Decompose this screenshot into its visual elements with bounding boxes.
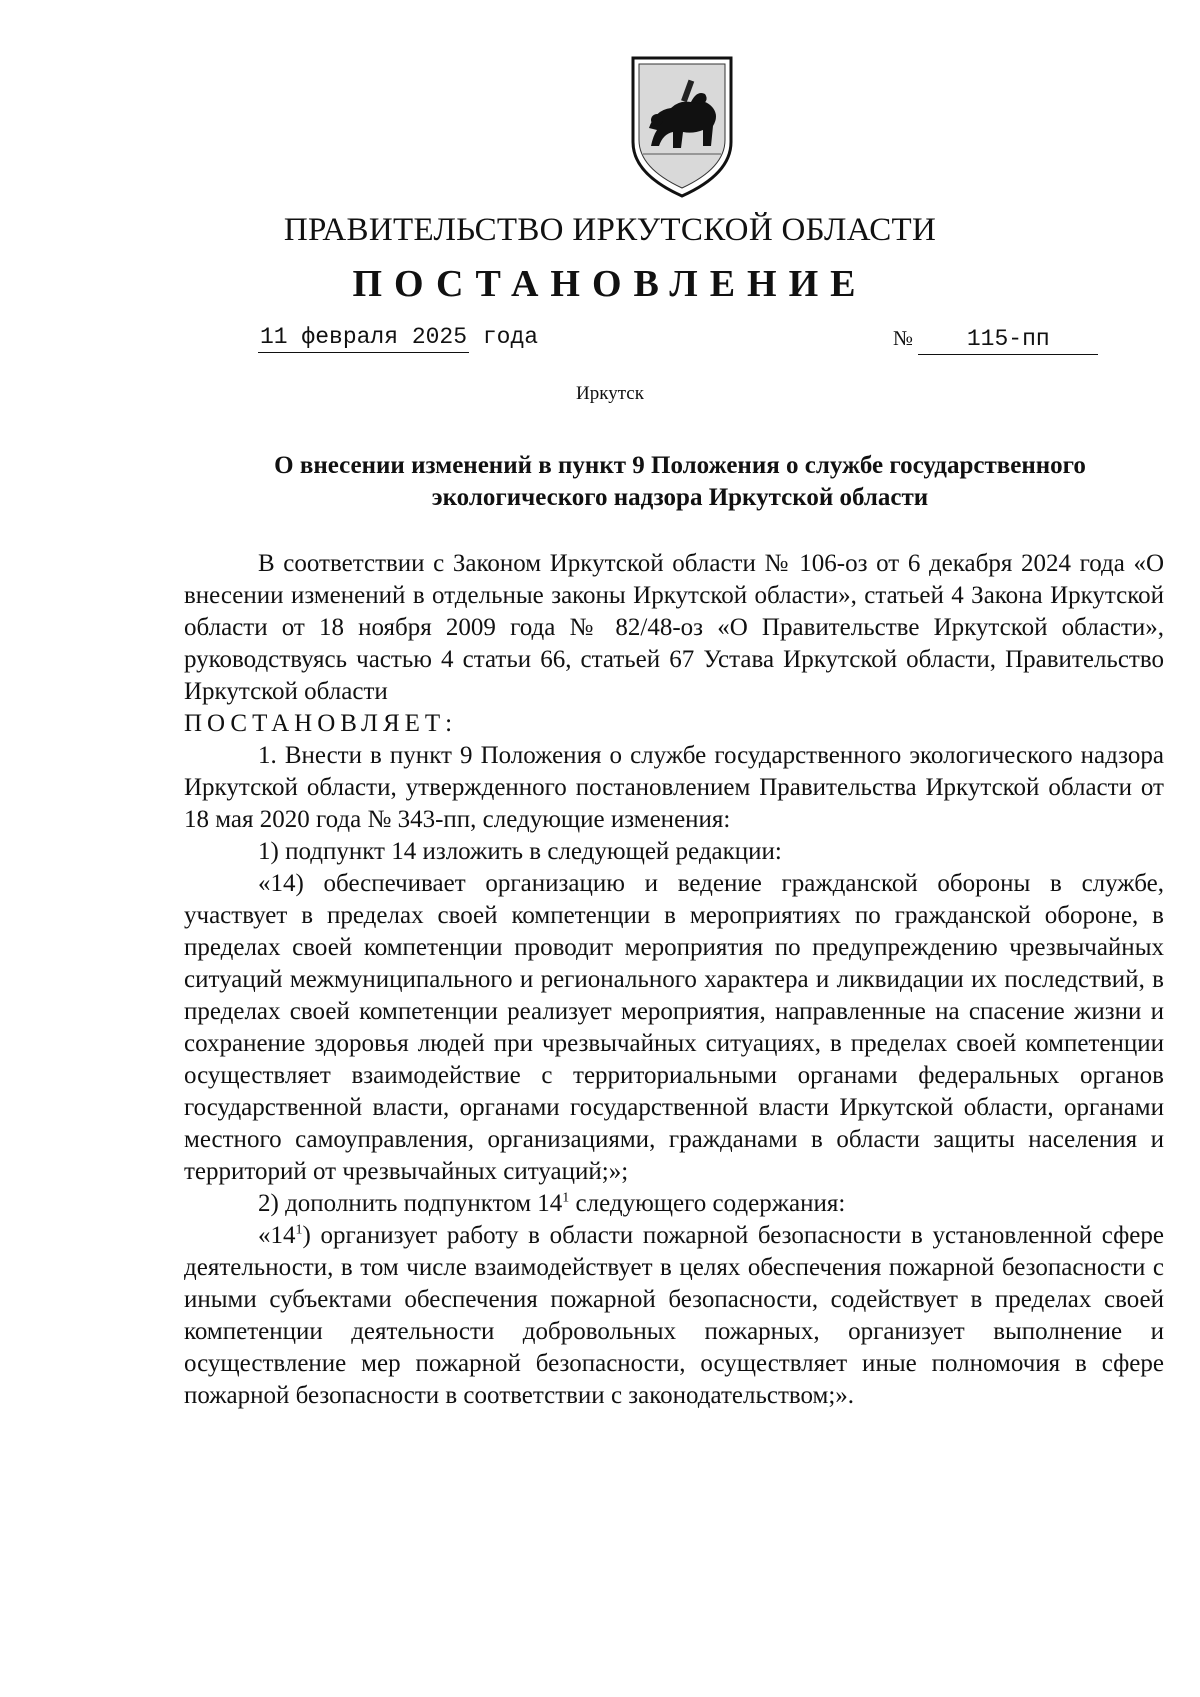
document-type: ПОСТАНОВЛЕНИЕ <box>352 263 868 305</box>
irkutsk-emblem-icon <box>627 50 737 200</box>
quote-14-1-superscript: 1 <box>295 1222 303 1238</box>
subitem-2-suffix: следующего содержания: <box>569 1190 846 1217</box>
document-body <box>184 548 1164 1412</box>
number-value: 115-пп <box>918 326 1098 355</box>
city: Иркутск <box>576 383 644 404</box>
document-number <box>893 326 1098 355</box>
document-date <box>258 324 538 353</box>
subitem-2-prefix: 2) дополнить подпунктом 14 <box>258 1190 563 1217</box>
subitem-2-superscript: 1 <box>562 1190 570 1206</box>
preamble-paragraph: В соответствии с Законом Иркутской области № 106-оз от 6 декабря 2024 года «О внесении изменений в отдельные законы Иркутской области», статьей 4 Закона Иркутской области от 18 ноября 2009 года № 82/48-оз «О Правительстве Иркутской области», руководствуясь частью 4 статьи 66, статьей 67 Устава Иркутской области, Правительство Иркутской области <box>184 550 1164 705</box>
title-line-1: О внесении изменений в пункт 9 Положения о службе государственного <box>274 452 1086 479</box>
quote-14-1-paragraph <box>184 1220 1164 1412</box>
document-title <box>190 450 1170 514</box>
item-1-paragraph: 1. Внести в пункт 9 Положения о службе государственного экологического надзора Иркутской области, утвержденного постановлением Правительства Иркутской области от 18 мая 2020 года № 343-пп, следующие изменения: <box>184 742 1164 833</box>
date-suffix: года <box>482 324 539 350</box>
subitem-2-paragraph <box>184 1188 1164 1220</box>
government-name: ПРАВИТЕЛЬСТВО ИРКУТСКОЙ ОБЛАСТИ <box>283 212 937 248</box>
quote-14-1-prefix: «14 <box>258 1222 296 1249</box>
number-label: № <box>893 326 914 350</box>
resolves-heading: ПОСТАНОВЛЯЕТ: <box>184 710 458 737</box>
quote-14-paragraph: «14) обеспечивает организацию и ведение гражданской обороны в службе, участвует в пределах своей компетенции в мероприятиях по гражданской обороне, в пределах своей компетенции проводит мероприятия по предупреждению чрезвычайных ситуаций межмуниципального и регионального характера и ликвидации их последствий, в пределах своей компетенции реализует мероприятия, направленные на спасение жизни и сохранение здоровья людей при чрезвычайных ситуациях, в пределах своей компетенции осуществляет взаимодействие с территориальными органами федеральных органов государственной власти, органами государственной власти Иркутской области, органами местного самоуправления, организациями, гражданами в области защиты населения и территорий от чрезвычайных ситуаций;»; <box>184 870 1164 1185</box>
subitem-1-paragraph: 1) подпункт 14 изложить в следующей редакции: <box>258 838 782 865</box>
quote-14-1-text: ) организует работу в области пожарной безопасности в установленной сфере деятельности, в том числе взаимодействует в целях обеспечения пожарной безопасности с иными субъектами обеспечения пожарной безопасности, содействует в пределах своей компетенции деятельности добровольных пожарных, организует выполнение и осуществление мер пожарной безопасности, осуществляет иные полномочия в сфере пожарной безопасности в соответствии с законодательством;». <box>184 1222 1164 1409</box>
title-line-2: экологического надзора Иркутской области <box>431 484 929 511</box>
coat-of-arms-emblem <box>627 50 737 200</box>
date-value: 11 февраля 2025 <box>258 324 469 353</box>
